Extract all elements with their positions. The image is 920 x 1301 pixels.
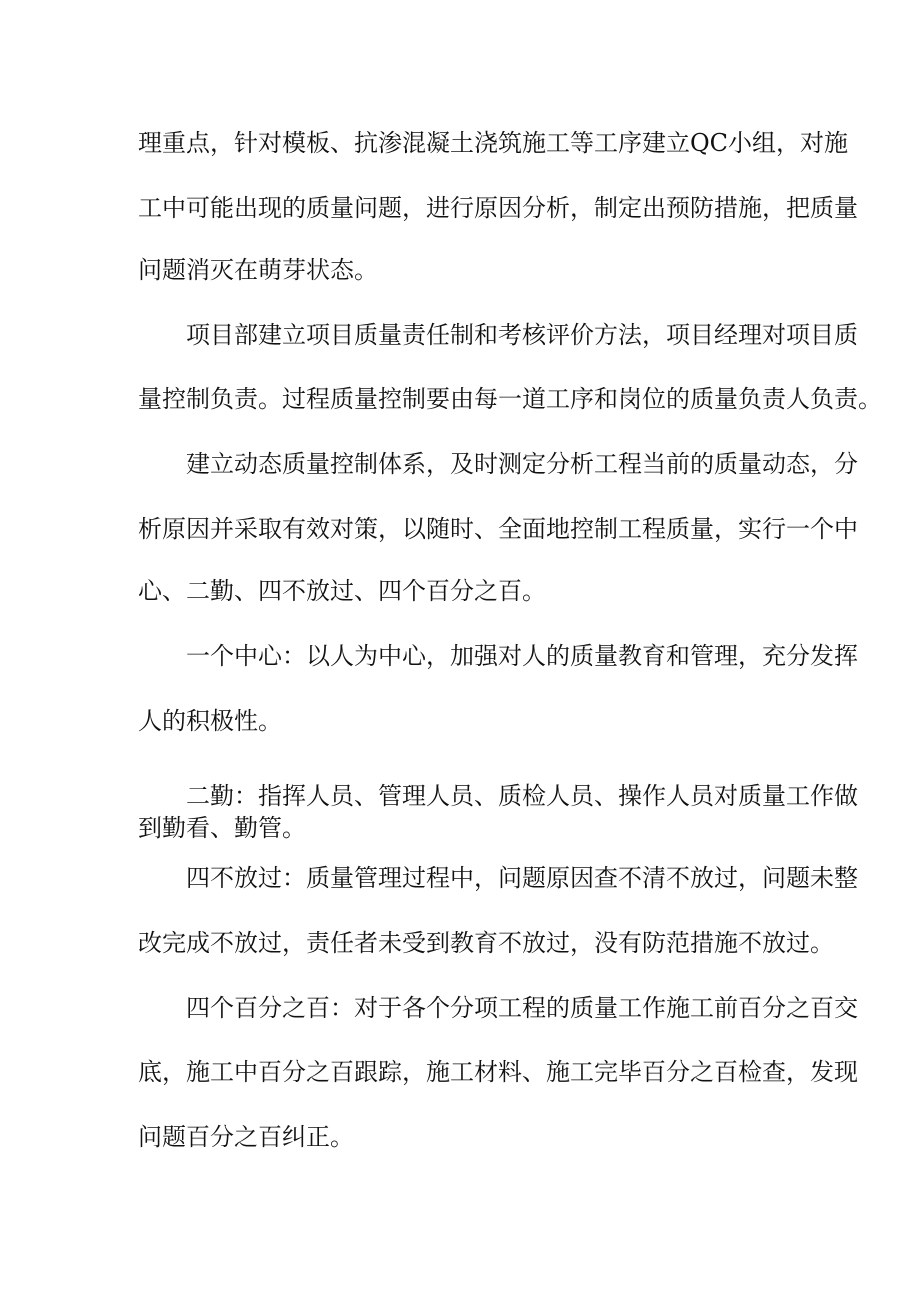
text-line: 问题消灭在萌芽状态。 [138,256,378,284]
text-line: 理重点，针对模板、抗渗混凝土浇筑施工等工序建立QC小组，对施 [138,129,849,157]
text-line: 到勤看、勤管。 [138,814,306,842]
text-line: 一个中心：以人为中心，加强对人的质量教育和管理，充分发挥 [186,642,858,670]
text-line: 心、二勤、四不放过、四个百分之百。 [138,577,546,605]
text-line: 量控制负责。过程质量控制要由每一道工序和岗位的质量负责人负责。 [138,385,882,413]
text-line: 改完成不放过，责任者未受到教育不放过，没有防范措施不放过。 [138,929,834,957]
text-line: 四个百分之百：对于各个分项工程的质量工作施工前百分之百交 [186,994,858,1022]
text-line: 人的积极性。 [138,707,282,735]
text-line: 析原因并采取有效对策，以随时、全面地控制工程质量，实行一个中 [138,515,858,543]
text-line: 项目部建立项目质量责任制和考核评价方法，项目经理对项目质 [186,321,858,349]
text-line: 底，施工中百分之百跟踪，施工材料、施工完毕百分之百检查，发现 [138,1058,858,1086]
text-line: 建立动态质量控制体系，及时测定分析工程当前的质量动态，分 [186,450,858,478]
text-line: 二勤：指挥人员、管理人员、质检人员、操作人员对质量工作做 [186,782,858,810]
text-line: 问题百分之百纠正。 [138,1123,354,1151]
text-line: 四不放过：质量管理过程中，问题原因查不清不放过，问题未整 [186,864,858,892]
text-line: 工中可能出现的质量问题，进行原因分析，制定出预防措施，把质量 [138,194,858,222]
